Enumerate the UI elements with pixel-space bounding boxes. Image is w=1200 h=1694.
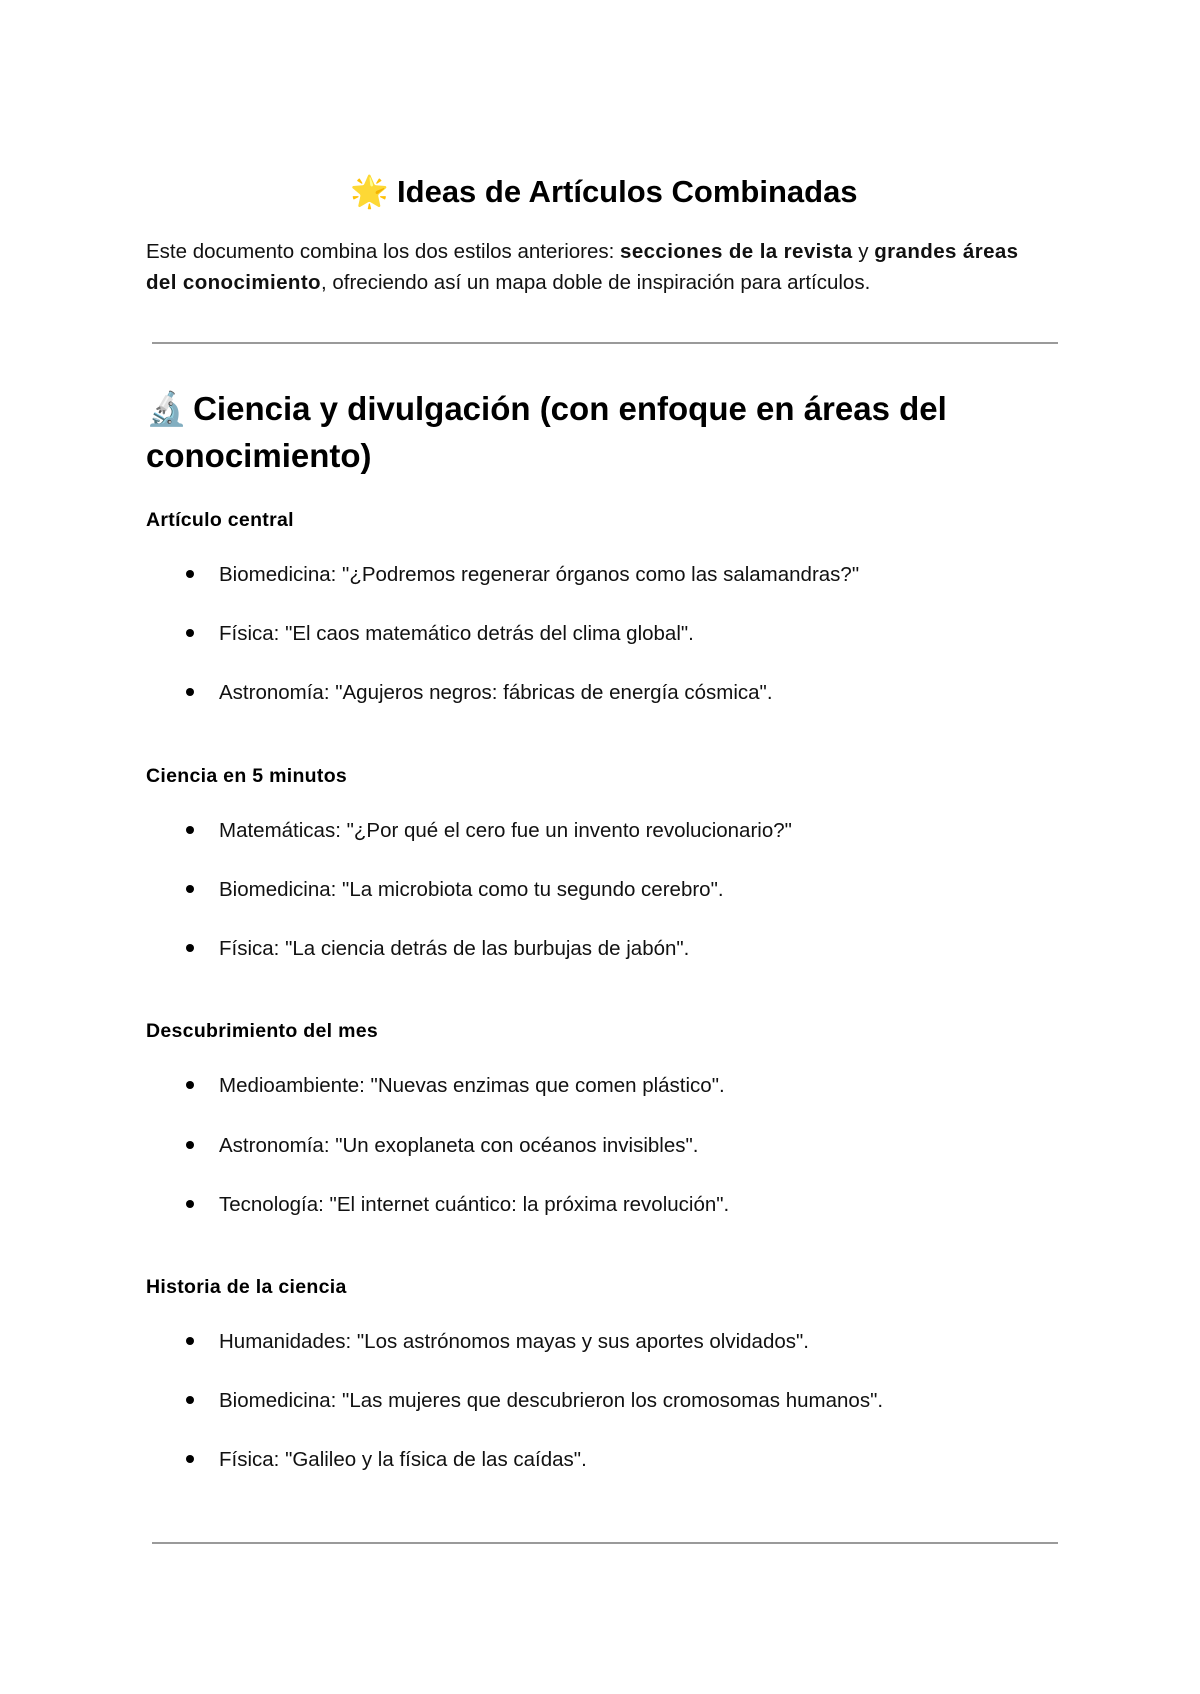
list-item-text: Medioambiente: "Nuevas enzimas que comen plástico". — [219, 1074, 725, 1097]
bullet-icon — [186, 688, 194, 696]
list-item-text: Humanidades: "Los astrónomos mayas y sus aportes olvidados". — [219, 1330, 809, 1353]
divider-top — [152, 342, 1058, 344]
bullet-icon — [186, 1141, 194, 1149]
bullet-icon — [186, 1081, 194, 1089]
list-item — [186, 1387, 883, 1415]
bullet-icon — [186, 826, 194, 834]
list-item — [186, 1132, 699, 1160]
bullet-icon — [186, 885, 194, 893]
list-item-text: Biomedicina: "¿Podremos regenerar órganos como las salamandras?" — [219, 563, 860, 586]
list-item-text: Física: "La ciencia detrás de las burbujas de jabón". — [219, 937, 690, 960]
bullet-icon — [186, 629, 194, 637]
microscope-icon: 🔬 — [146, 390, 188, 427]
list-item — [186, 620, 694, 648]
list-item-text: Física: "Galileo y la física de las caídas". — [219, 1448, 587, 1471]
list-item — [186, 817, 792, 845]
list-item — [186, 935, 689, 963]
bullet-icon — [186, 570, 194, 578]
section-title — [146, 385, 1026, 479]
intro-paragraph — [146, 236, 1026, 298]
subsection-heading: Historia de la ciencia — [146, 1276, 347, 1298]
bullet-icon — [186, 1337, 194, 1345]
intro-bold-1: secciones de la revista — [620, 240, 853, 263]
list-item — [186, 1072, 725, 1100]
list-item — [186, 1446, 587, 1474]
list-item — [186, 876, 724, 904]
divider-bottom — [152, 1542, 1058, 1544]
list-item — [186, 679, 773, 707]
bullet-icon — [186, 1455, 194, 1463]
page-title-text: Ideas de Artículos Combinadas — [397, 174, 858, 209]
list-item-text: Biomedicina: "La microbiota como tu segundo cerebro". — [219, 878, 724, 901]
star-icon: 🌟 — [350, 174, 390, 209]
list-item — [186, 561, 859, 589]
subsection-heading: Ciencia en 5 minutos — [146, 765, 348, 787]
bullet-icon — [186, 1396, 194, 1404]
list-item-text: Biomedicina: "Las mujeres que descubrieron los cromosomas humanos". — [219, 1389, 884, 1412]
list-item — [186, 1191, 729, 1219]
bullet-icon — [186, 1200, 194, 1208]
list-item-text: Matemáticas: "¿Por qué el cero fue un invento revolucionario?" — [219, 819, 792, 842]
intro-text-1: Este documento combina los dos estilos anteriores: — [146, 240, 621, 263]
subsection-heading: Artículo central — [146, 509, 294, 531]
intro-text-3: , ofreciendo así un mapa doble de inspiración para artículos. — [320, 271, 871, 294]
list-item-text: Tecnología: "El internet cuántico: la próxima revolución". — [219, 1193, 730, 1216]
page-title — [146, 172, 1062, 212]
list-item-text: Astronomía: "Un exoplaneta con océanos invisibles". — [219, 1134, 699, 1157]
bullet-icon — [186, 944, 194, 952]
list-item-text: Astronomía: "Agujeros negros: fábricas de energía cósmica". — [219, 681, 773, 704]
subsection-heading: Descubrimiento del mes — [146, 1020, 379, 1042]
intro-text-2: y — [852, 240, 875, 263]
section-title-text: Ciencia y divulgación (con enfoque en áreas del conocimiento) — [146, 390, 947, 474]
intro-bold-2: grandes áreas del conocimiento — [146, 240, 1019, 294]
list-item — [186, 1328, 809, 1356]
list-item-text: Física: "El caos matemático detrás del clima global". — [219, 622, 694, 645]
